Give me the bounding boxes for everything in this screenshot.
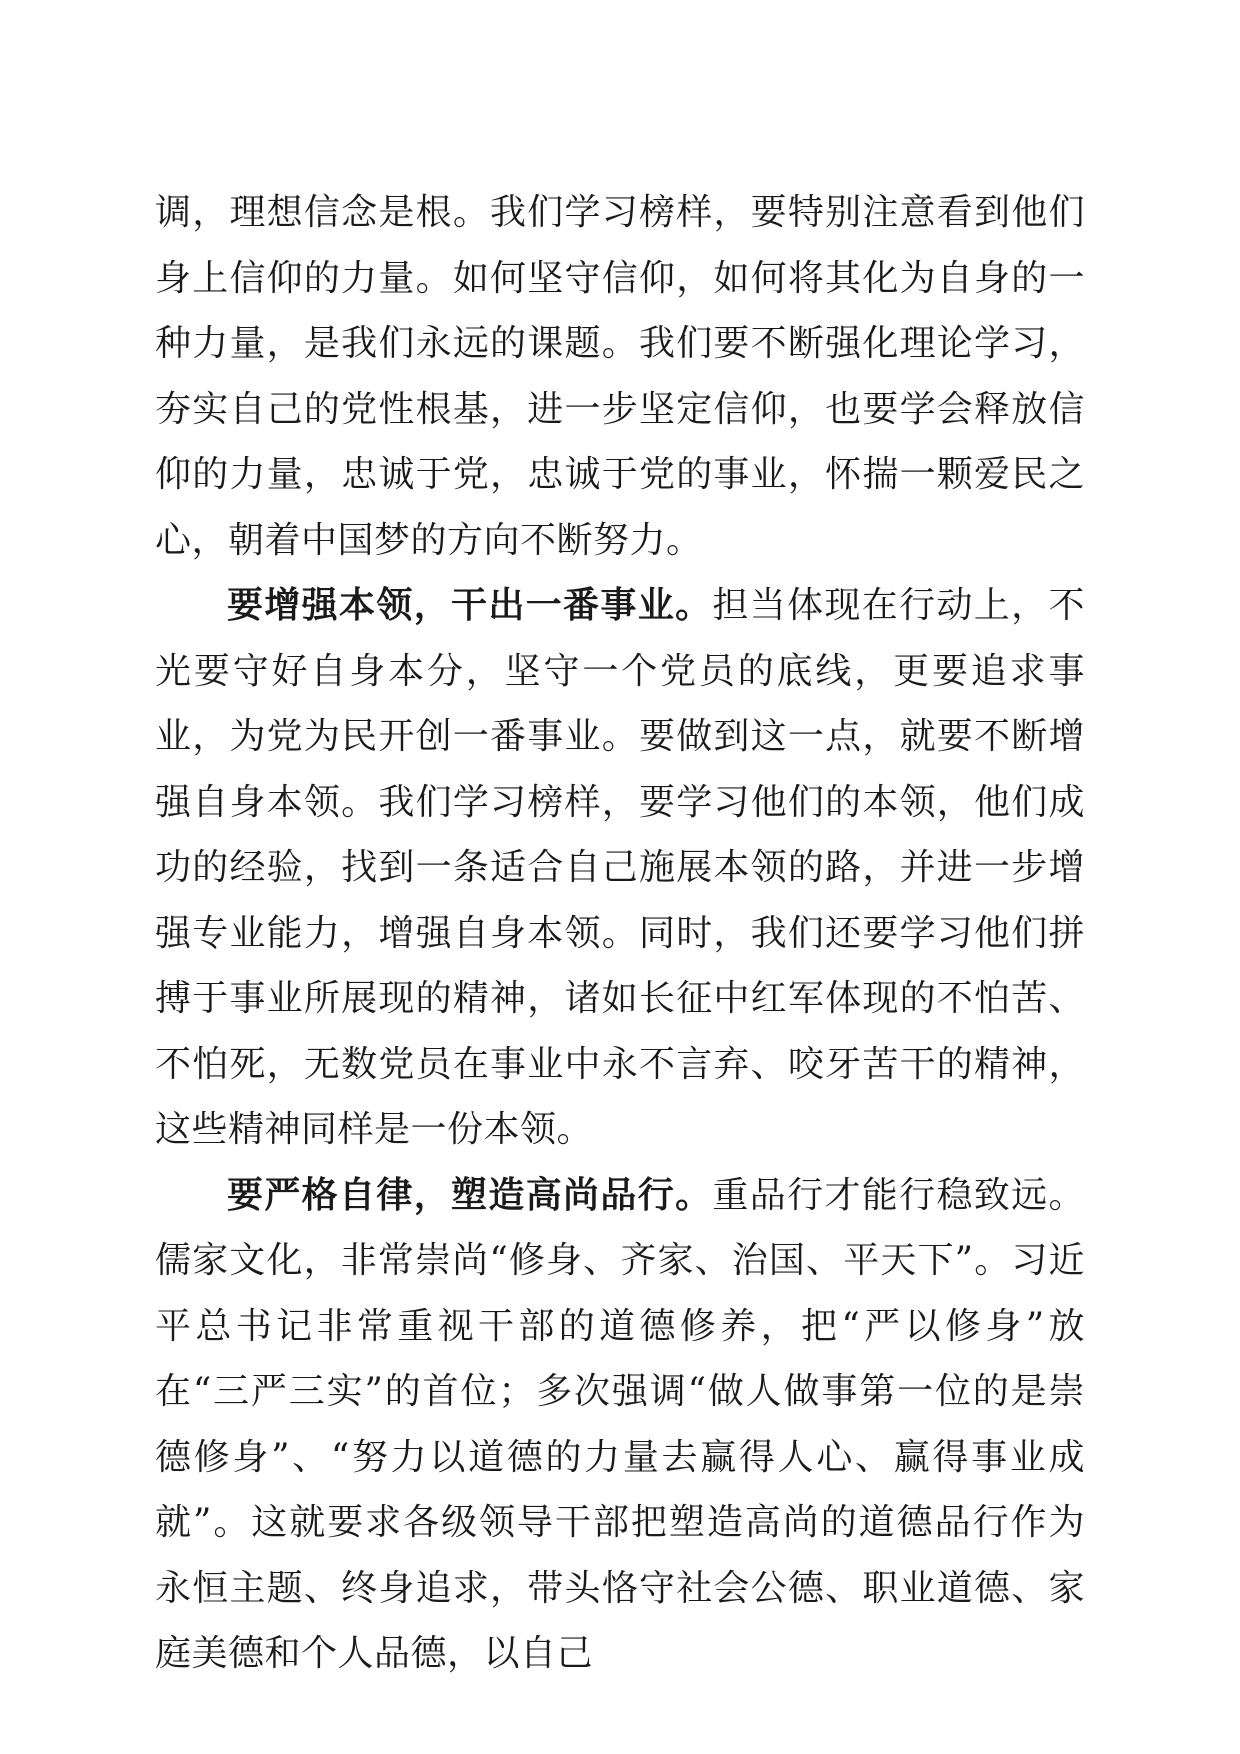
paragraph-text: 担当体现在行动上，不光要守好自身本分，坚守一个党员的底线，更要追求事业，为党为民开创一番事业。要做到这一点，就要不断增强自身本领。我们学习榜样，要学习他们的本领，他们成功的经验，找到一条适合自己施展本领的路，并进一步增强专业能力，增强自身本领。同时，我们还要学习他们拼搏于事业所展现的精神，诸如长征中红军体现的不怕苦、不怕死，无数党员在事业中永不言弃、咬牙苦干的精神，这些精神同样是一份本领。 [155, 585, 1085, 1150]
body-text [155, 180, 1085, 1687]
paragraph-text: 调，理想信念是根。我们学习榜样，要特别注意看到他们身上信仰的力量。如何坚守信仰，如何将其化为自身的一种力量，是我们永远的课题。我们要不断强化理论学习，夯实自己的党性根基，进一步坚定信仰，也要学会释放信仰的力量，忠诚于党，忠诚于党的事业，怀揣一颗爱民之心，朝着中国梦的方向不断努力。 [155, 192, 1085, 561]
paragraph-text: 重品行才能行稳致远。儒家文化，非常崇尚“修身、齐家、治国、平天下”。习近平总书记非常重视干部的道德修养，把“严以修身”放在“三严三实”的首位；多次强调“做人做事第一位的是崇德修身”、“努力以道德的力量去赢得人心、赢得事业成就”。这就要求各级领导干部把塑造高尚的道德品行作为永恒主题、终身追求，带头恪守社会公德、职业道德、家庭美德和个人品德，以自己 [155, 1174, 1085, 1674]
paragraph-continuation [155, 180, 1085, 573]
paragraph-self-discipline [155, 1163, 1085, 1687]
paragraph-strengthen-ability [155, 573, 1085, 1163]
paragraph-heading: 要严格自律，塑造高尚品行。 [227, 1173, 713, 1216]
paragraph-heading: 要增强本领，干出一番事业。 [227, 584, 713, 626]
